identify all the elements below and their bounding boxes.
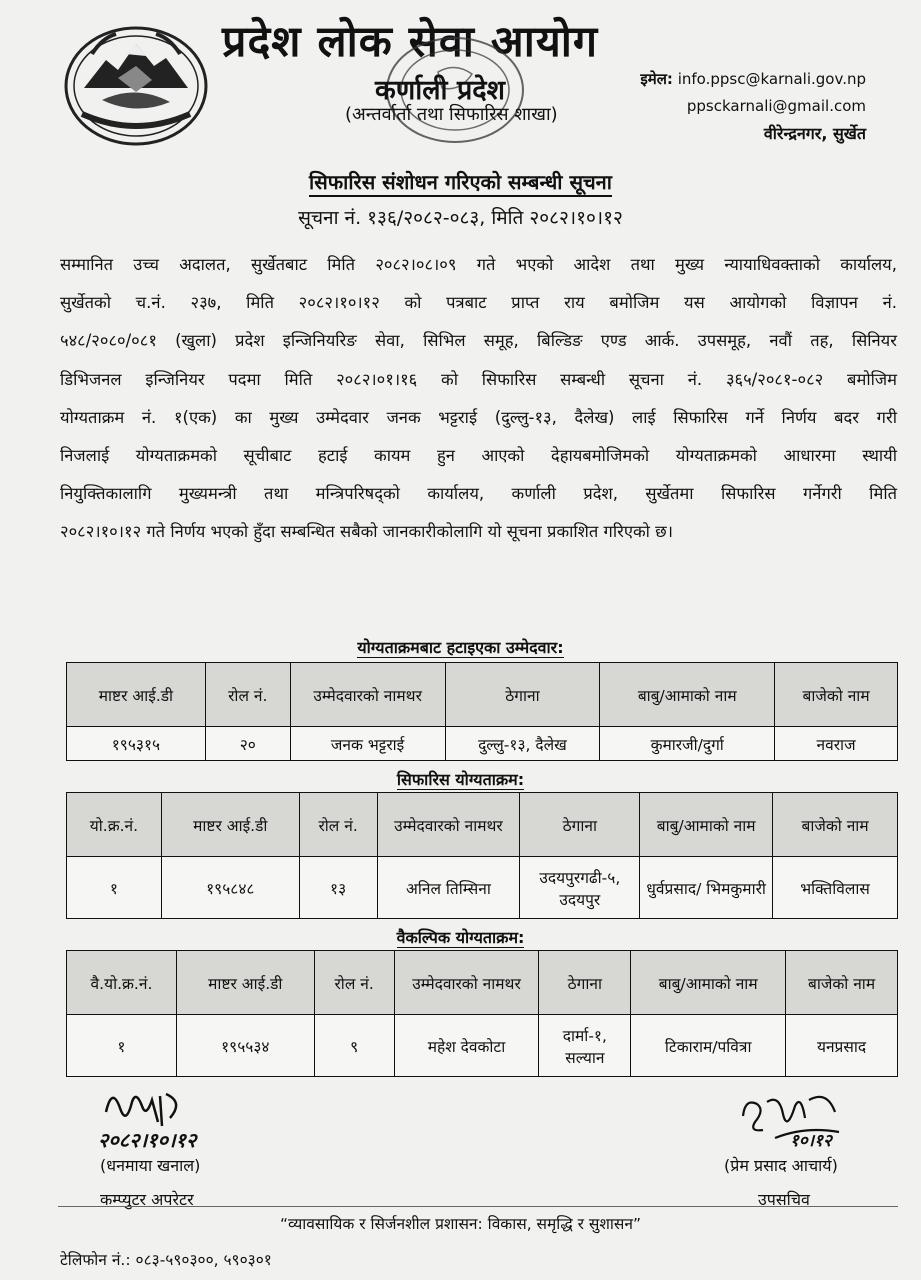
emblem-logo <box>62 18 210 148</box>
recommended-section-title-text: सिफारिस योग्यताक्रम: <box>396 770 525 789</box>
recommended-section-title <box>0 768 921 790</box>
body-line: नियुक्तिकालागि मुख्यमन्त्री तथा मन्त्रिपरिषद्को कार्यालय, कर्णाली प्रदेश, सुर्खेतमा सिफारिस गर्नेगरी मिति <box>60 484 897 504</box>
table-cell: महेश देवकोटा <box>394 1015 539 1077</box>
left-signatory-designation: कम्प्युटर अपरेटर <box>100 1190 194 1209</box>
table-cell: कुमारजी/दुर्गा <box>600 727 775 761</box>
table-cell: २० <box>205 727 290 761</box>
table-cell: दुल्लु-१३, दैलेख <box>445 727 600 761</box>
email-label: इमेल: <box>640 70 673 88</box>
table-cell: उदयपुरगढी-५, उदयपुर <box>520 857 640 919</box>
col-header: बाबु/आमाको नाम <box>600 663 775 727</box>
table-header-row <box>67 951 898 1015</box>
table-cell: टिकाराम/पवित्रा <box>631 1015 786 1077</box>
body-line: निजलाई योग्यताक्रमको सूचीबाट हटाई कायम हुन आएको देहायबमोजिमको योग्यताक्रमको आधारमा स्थायी <box>60 446 897 466</box>
removed-section-title <box>0 636 921 658</box>
col-header: बाबु/आमाको नाम <box>640 793 773 857</box>
body-line: २०८२।१०।१२ गते निर्णय भएको हुँदा सम्बन्धित सबैको जानकारीकोलागि यो सूचना प्रकाशित गरिएको छ। <box>60 522 673 542</box>
footer-phone: टेलिफोन नं.: ०८३-५९०३००, ५९०३०१ <box>60 1251 272 1269</box>
col-header: ठेगाना <box>539 951 631 1015</box>
table-row <box>67 727 898 761</box>
notice-title <box>0 168 921 195</box>
table-cell: धुर्वप्रसाद/ भिमकुमारी <box>640 857 773 919</box>
notice-number: सूचना नं. १३६/२०८२-०८३, मिति २०८२।१०।१२ <box>298 207 623 229</box>
right-signatory-name: (प्रेम प्रसाद आचार्य) <box>724 1156 838 1175</box>
col-header: उम्मेदवारको नामथर <box>377 793 520 857</box>
col-header: यो.क्र.नं. <box>67 793 162 857</box>
table-cell: अनिल तिम्सिना <box>377 857 520 919</box>
left-signature-scribble <box>100 1082 190 1132</box>
table-row <box>67 1015 898 1077</box>
table-cell: यनप्रसाद <box>786 1015 898 1077</box>
body-line: सुर्खेतको च.नं. २३७, मिति २०८२।१०।१२ को पत्रबाट प्राप्त राय बमोजिम यस आयोगको विज्ञापन नं. <box>60 293 897 313</box>
col-header: ठेगाना <box>520 793 640 857</box>
footer-slogan: “व्यावसायिक र सिर्जनशील प्रशासन: विकास, समृद्धि र सुशासन” <box>279 1215 642 1233</box>
table-header-row <box>67 793 898 857</box>
left-signatory-name: (धनमाया खनाल) <box>100 1156 201 1175</box>
body-line: डिभिजनल इन्जिनियर पदमा मिति २०८२।०१।१६ को सिफारिस सम्बन्धी सूचना नं. ३६५/२०८१-०८२ बमोजिम <box>60 369 897 389</box>
right-signature-date: १०।१२ <box>790 1131 832 1151</box>
table-cell: नवराज <box>775 727 898 761</box>
col-header: माष्टर आई.डी <box>176 951 314 1015</box>
table-cell: १९५३१५ <box>67 727 206 761</box>
table-cell: १ <box>67 857 162 919</box>
col-header: बाजेको नाम <box>786 951 898 1015</box>
body-line: योग्यताक्रम नं. १(एक) का मुख्य उम्मेदवार जनक भट्टराई (दुल्लु-१३, दैलेख) लाई सिफारिस गर्ने निर्णय बदर गरी <box>60 407 897 427</box>
notice-title-text: सिफारिस संशोधन गरिएको सम्बन्धी सूचना <box>309 170 612 197</box>
col-header: माष्टर आई.डी <box>161 793 299 857</box>
recommended-candidates-table <box>66 792 898 919</box>
col-header: माष्टर आई.डी <box>67 663 206 727</box>
col-header: बाजेको नाम <box>775 663 898 727</box>
col-header: ठेगाना <box>445 663 600 727</box>
body-line: ५४८/२०८०/०८१ (खुला) प्रदेश इन्जिनियरिङ सेवा, सिभिल समूह, बिल्डिङ एण्ड आर्क. उपसमूह, नवौं तह, सिनियर <box>60 331 897 351</box>
table-cell: १९५८४८ <box>161 857 299 919</box>
col-header: उम्मेदवारको नामथर <box>290 663 445 727</box>
removed-section-title-text: योग्यताक्रमबाट हटाइएका उम्मेदवार: <box>357 638 564 657</box>
table-cell: १ <box>67 1015 177 1077</box>
table-cell: दार्मा-१, सल्यान <box>539 1015 631 1077</box>
body-line: सम्मानित उच्च अदालत, सुर्खेतबाट मिति २०८२।०८।०९ गते भएको आदेश तथा मुख्य न्यायाधिवक्ताको कार्यालय, <box>60 255 897 274</box>
org-province: कर्णाली प्रदेश <box>375 75 506 106</box>
email-secondary: ppsckarnali@gmail.com <box>686 97 866 115</box>
left-signature-date: २०८२।१०।१२ <box>98 1128 197 1152</box>
col-header: बाबु/आमाको नाम <box>631 951 786 1015</box>
table-cell: भक्तिविलास <box>773 857 898 919</box>
alternate-section-title <box>0 926 921 948</box>
col-header: उम्मेदवारको नामथर <box>394 951 539 1015</box>
contact-block <box>640 66 866 147</box>
col-header: रोल नं. <box>314 951 394 1015</box>
org-title: प्रदेश लोक सेवा आयोग <box>222 17 599 67</box>
col-header: वै.यो.क्र.नं. <box>67 951 177 1015</box>
table-cell: ९ <box>314 1015 394 1077</box>
table-header-row <box>67 663 898 727</box>
table-row <box>67 857 898 919</box>
right-signatory-designation: उपसचिव <box>758 1190 810 1209</box>
org-branch: (अन्तर्वार्ता तथा सिफारिस शाखा) <box>345 104 558 125</box>
notice-body <box>60 246 897 552</box>
col-header: रोल नं. <box>299 793 377 857</box>
alternate-section-title-text: वैकल्पिक योग्यताक्रम: <box>396 928 525 947</box>
alternate-candidates-table <box>66 950 898 1077</box>
footer-divider <box>58 1206 898 1207</box>
table-cell: १३ <box>299 857 377 919</box>
col-header: रोल नं. <box>205 663 290 727</box>
table-cell: जनक भट्टराई <box>290 727 445 761</box>
removed-candidates-table <box>66 662 898 761</box>
col-header: बाजेको नाम <box>773 793 898 857</box>
office-location: वीरेन्द्रनगर, सुर्खेत <box>763 124 866 143</box>
table-cell: १९५५३४ <box>176 1015 314 1077</box>
email-primary: info.ppsc@karnali.gov.np <box>677 70 866 88</box>
